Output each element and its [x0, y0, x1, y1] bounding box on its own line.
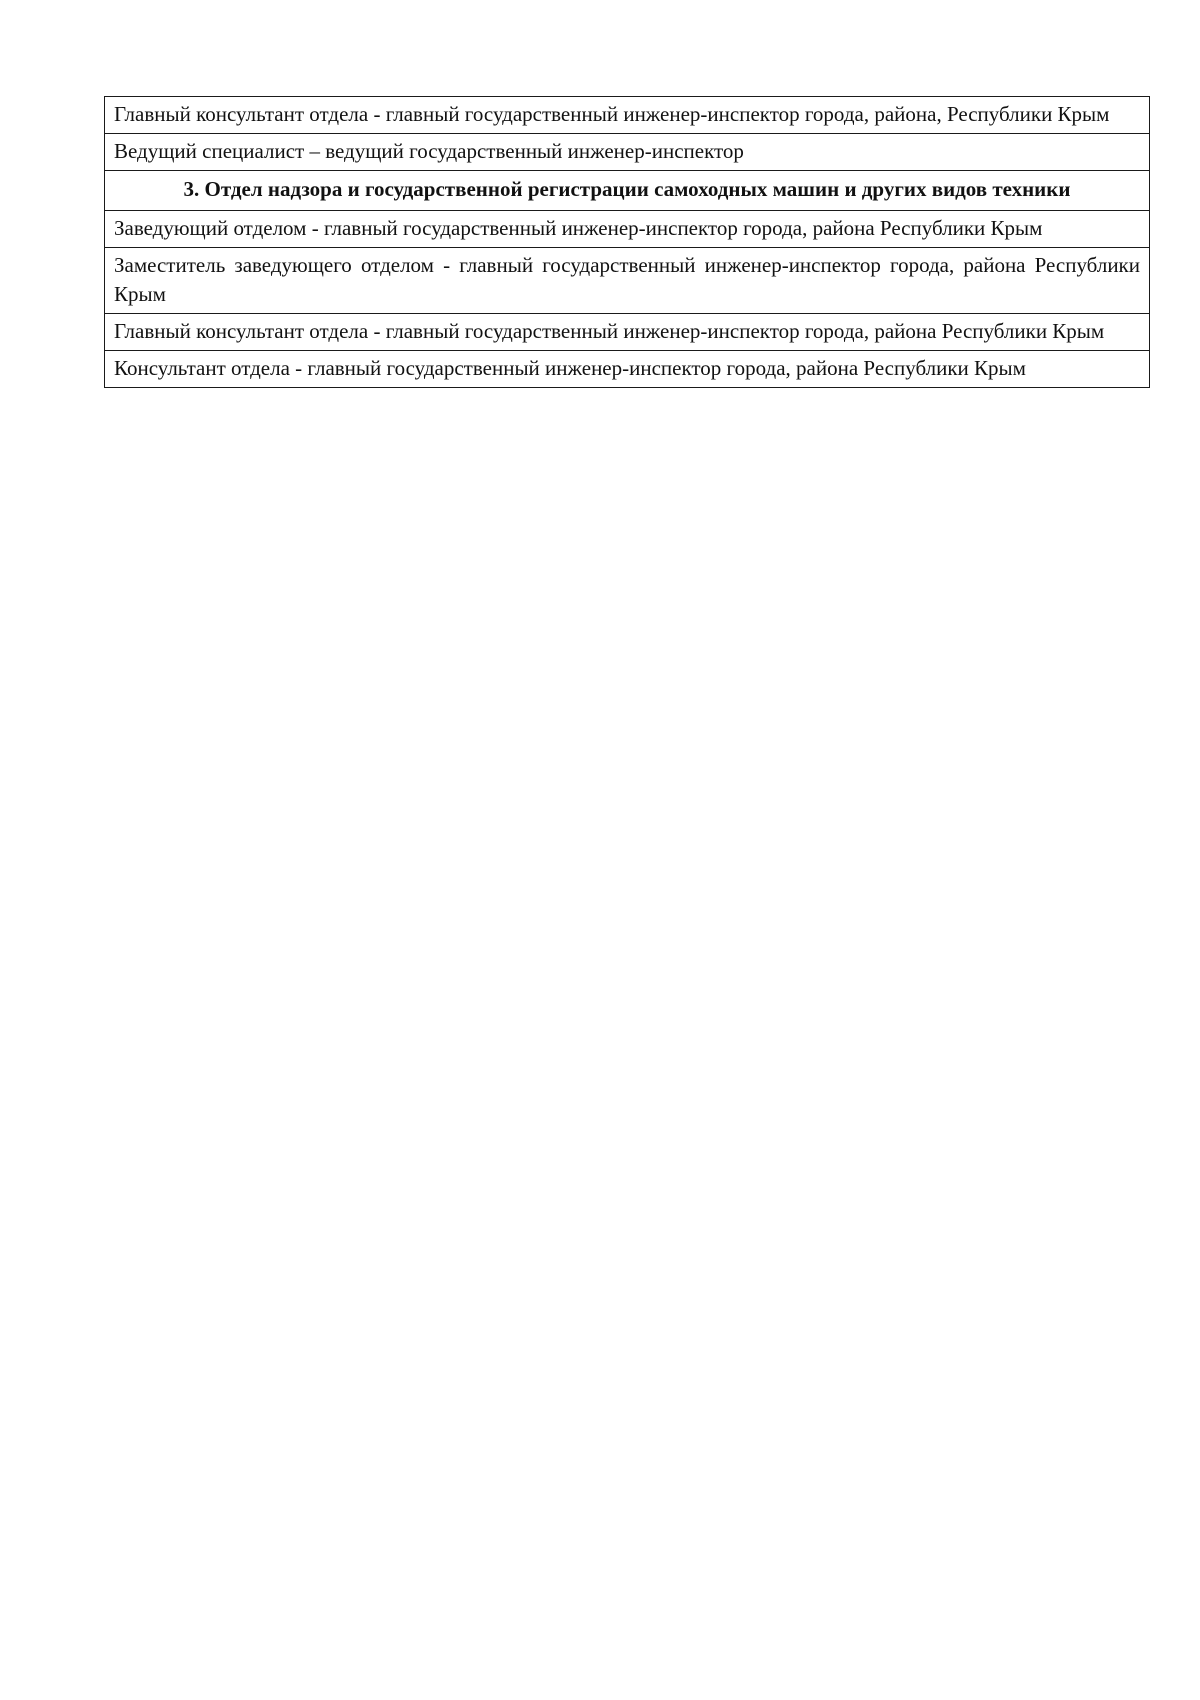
section-heading: 3. Отдел надзора и государственной регистрации самоходных машин и других видов техники — [105, 171, 1150, 211]
table-row — [105, 248, 1150, 314]
position-cell: Заведующий отделом - главный государственный инженер-инспектор города, района Республики Крым — [105, 211, 1150, 248]
position-cell: Заместитель заведующего отделом - главный государственный инженер-инспектор города, района Республики Крым — [105, 248, 1150, 314]
table-row — [105, 211, 1150, 248]
position-cell: Главный консультант отдела - главный государственный инженер-инспектор города, района, Республики Крым — [105, 97, 1150, 134]
position-cell: Ведущий специалист – ведущий государственный инженер-инспектор — [105, 134, 1150, 171]
table-row — [105, 97, 1150, 134]
position-cell: Консультант отдела - главный государственный инженер-инспектор города, района Республики Крым — [105, 351, 1150, 388]
section-heading-row — [105, 171, 1150, 211]
table-row — [105, 314, 1150, 351]
position-cell: Главный консультант отдела - главный государственный инженер-инспектор города, района Республики Крым — [105, 314, 1150, 351]
table-row — [105, 351, 1150, 388]
positions-table — [104, 96, 1150, 388]
table-row — [105, 134, 1150, 171]
